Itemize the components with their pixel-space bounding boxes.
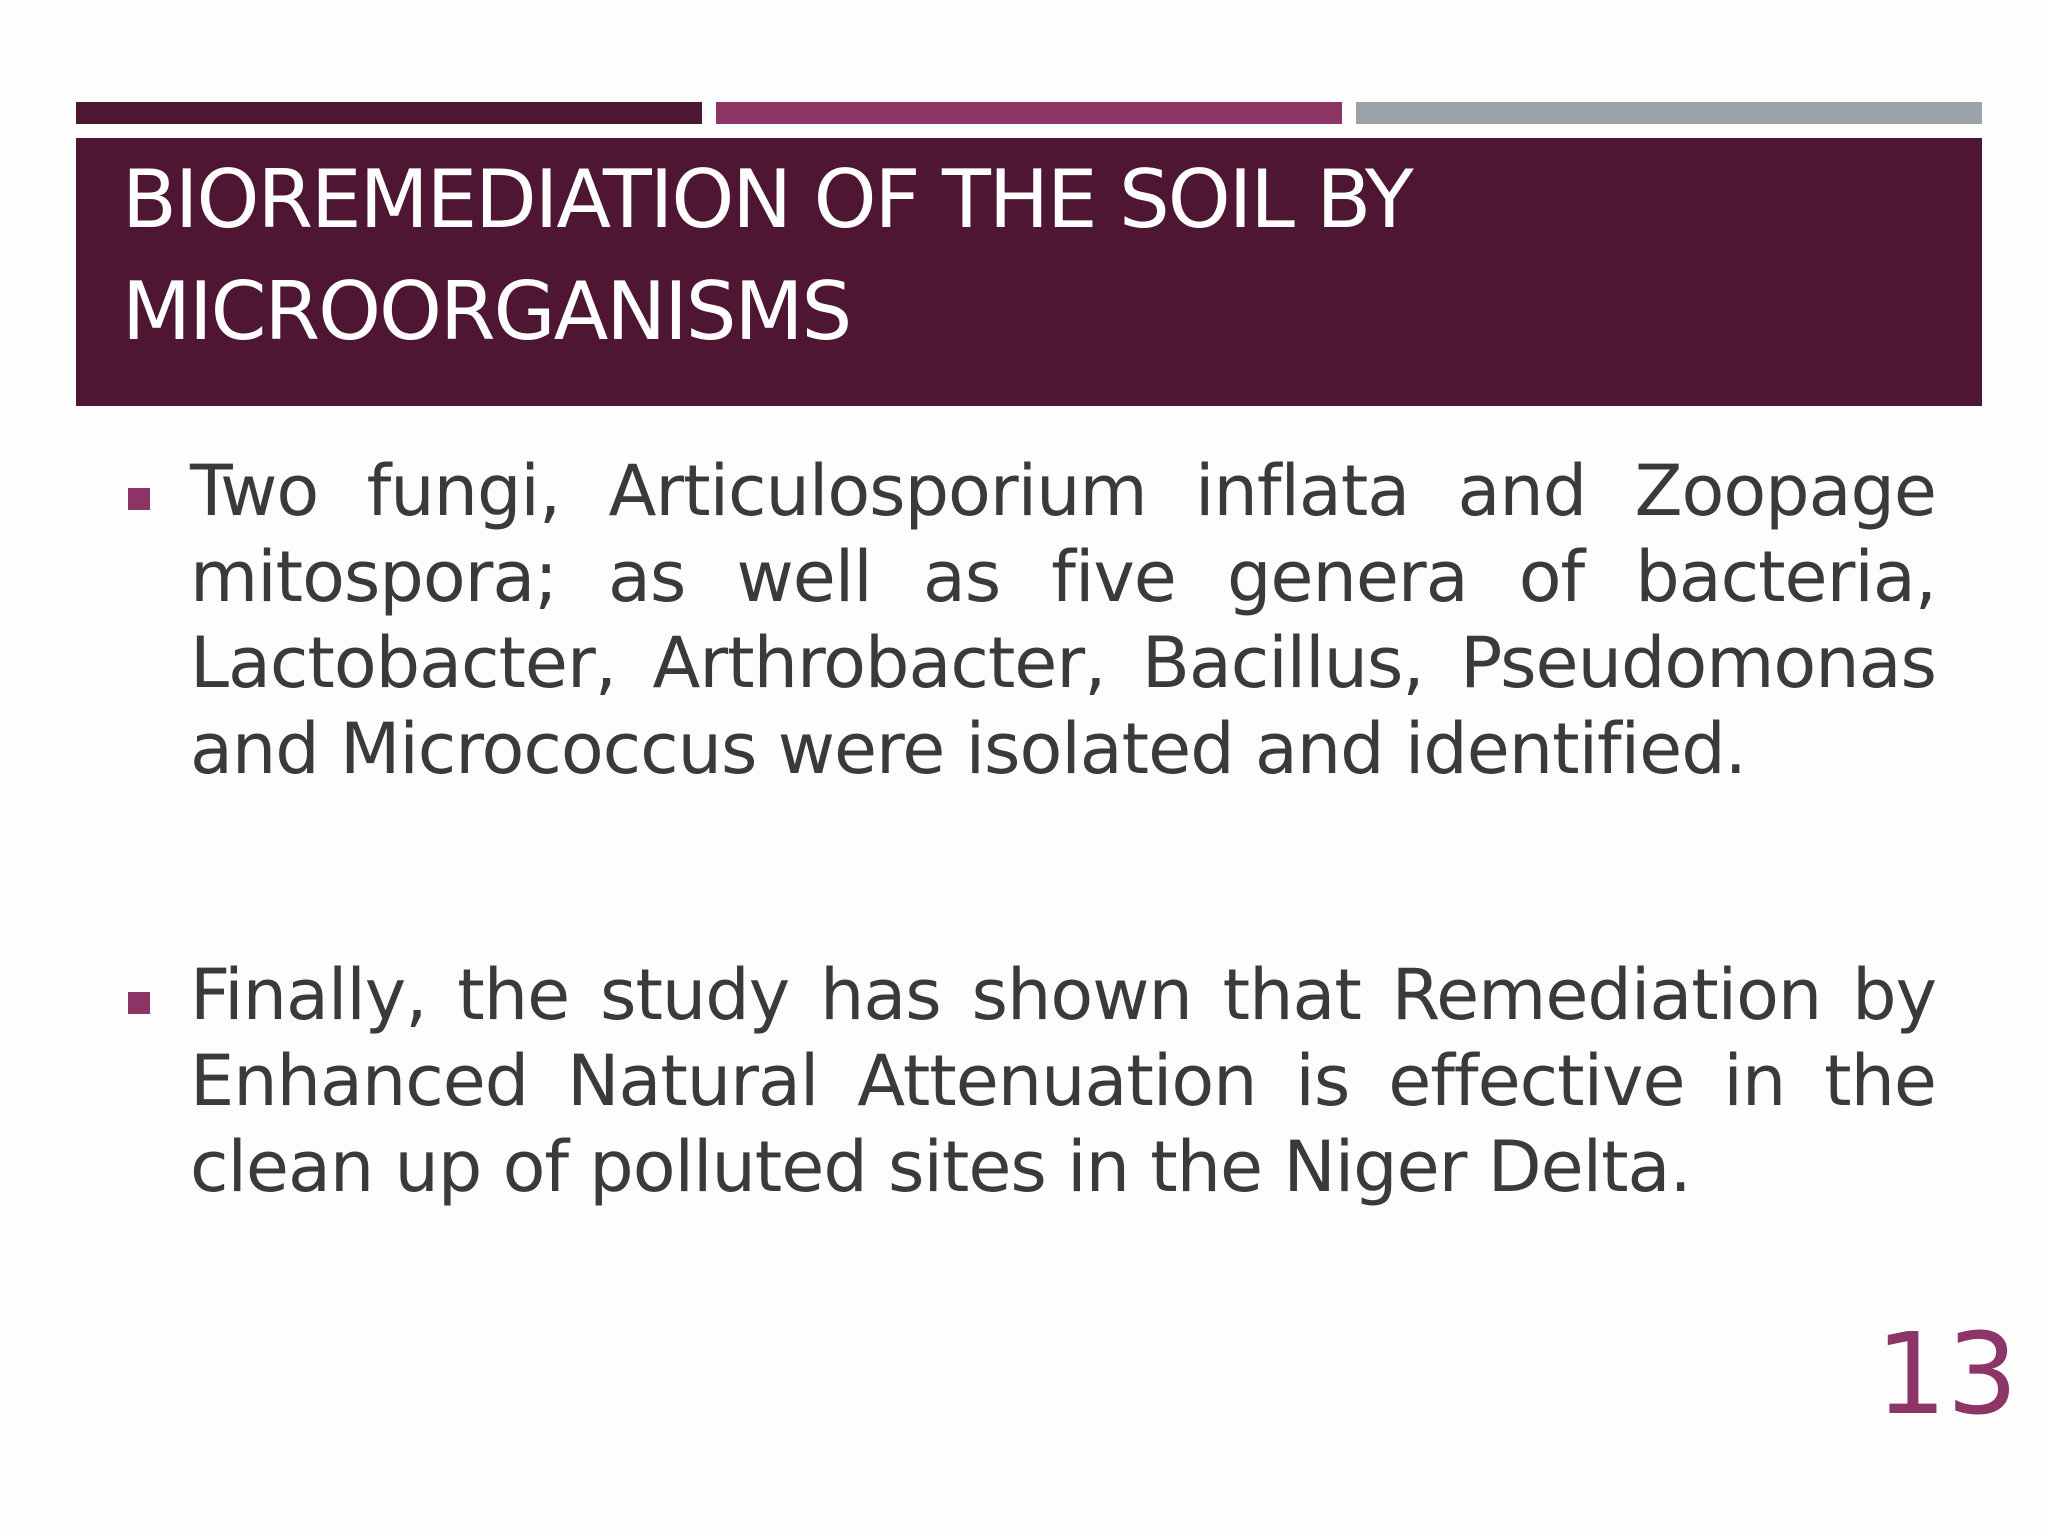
- bullet-text: Two fungi, Articulosporium inflata and Zoopage mitospora; as well as five genera of bacteria, Lactobacter, Arthrobacter, Bacillus, Pseudomonas and Micrococcus were isolated and identified.: [190, 450, 1936, 790]
- accent-bar-dark: [76, 102, 702, 124]
- accent-bar-magenta: [716, 102, 1342, 124]
- page-number: 13: [1875, 1310, 2018, 1440]
- bullet-item: [120, 952, 1936, 1210]
- square-bullet-icon: [128, 992, 150, 1014]
- accent-bar-gray: [1356, 102, 1982, 124]
- bullet-list: [120, 448, 1936, 1210]
- bullet-text: Finally, the study has shown that Remediation by Enhanced Natural Attenuation is effective in the clean up of polluted sites in the Niger Delta.: [190, 954, 1936, 1208]
- title-band: [76, 138, 1982, 406]
- square-bullet-icon: [128, 488, 150, 510]
- slide-title: BIOREMEDIATION OF THE SOIL BY MICROORGANISMS: [122, 153, 1412, 358]
- bullet-item: [120, 448, 1936, 792]
